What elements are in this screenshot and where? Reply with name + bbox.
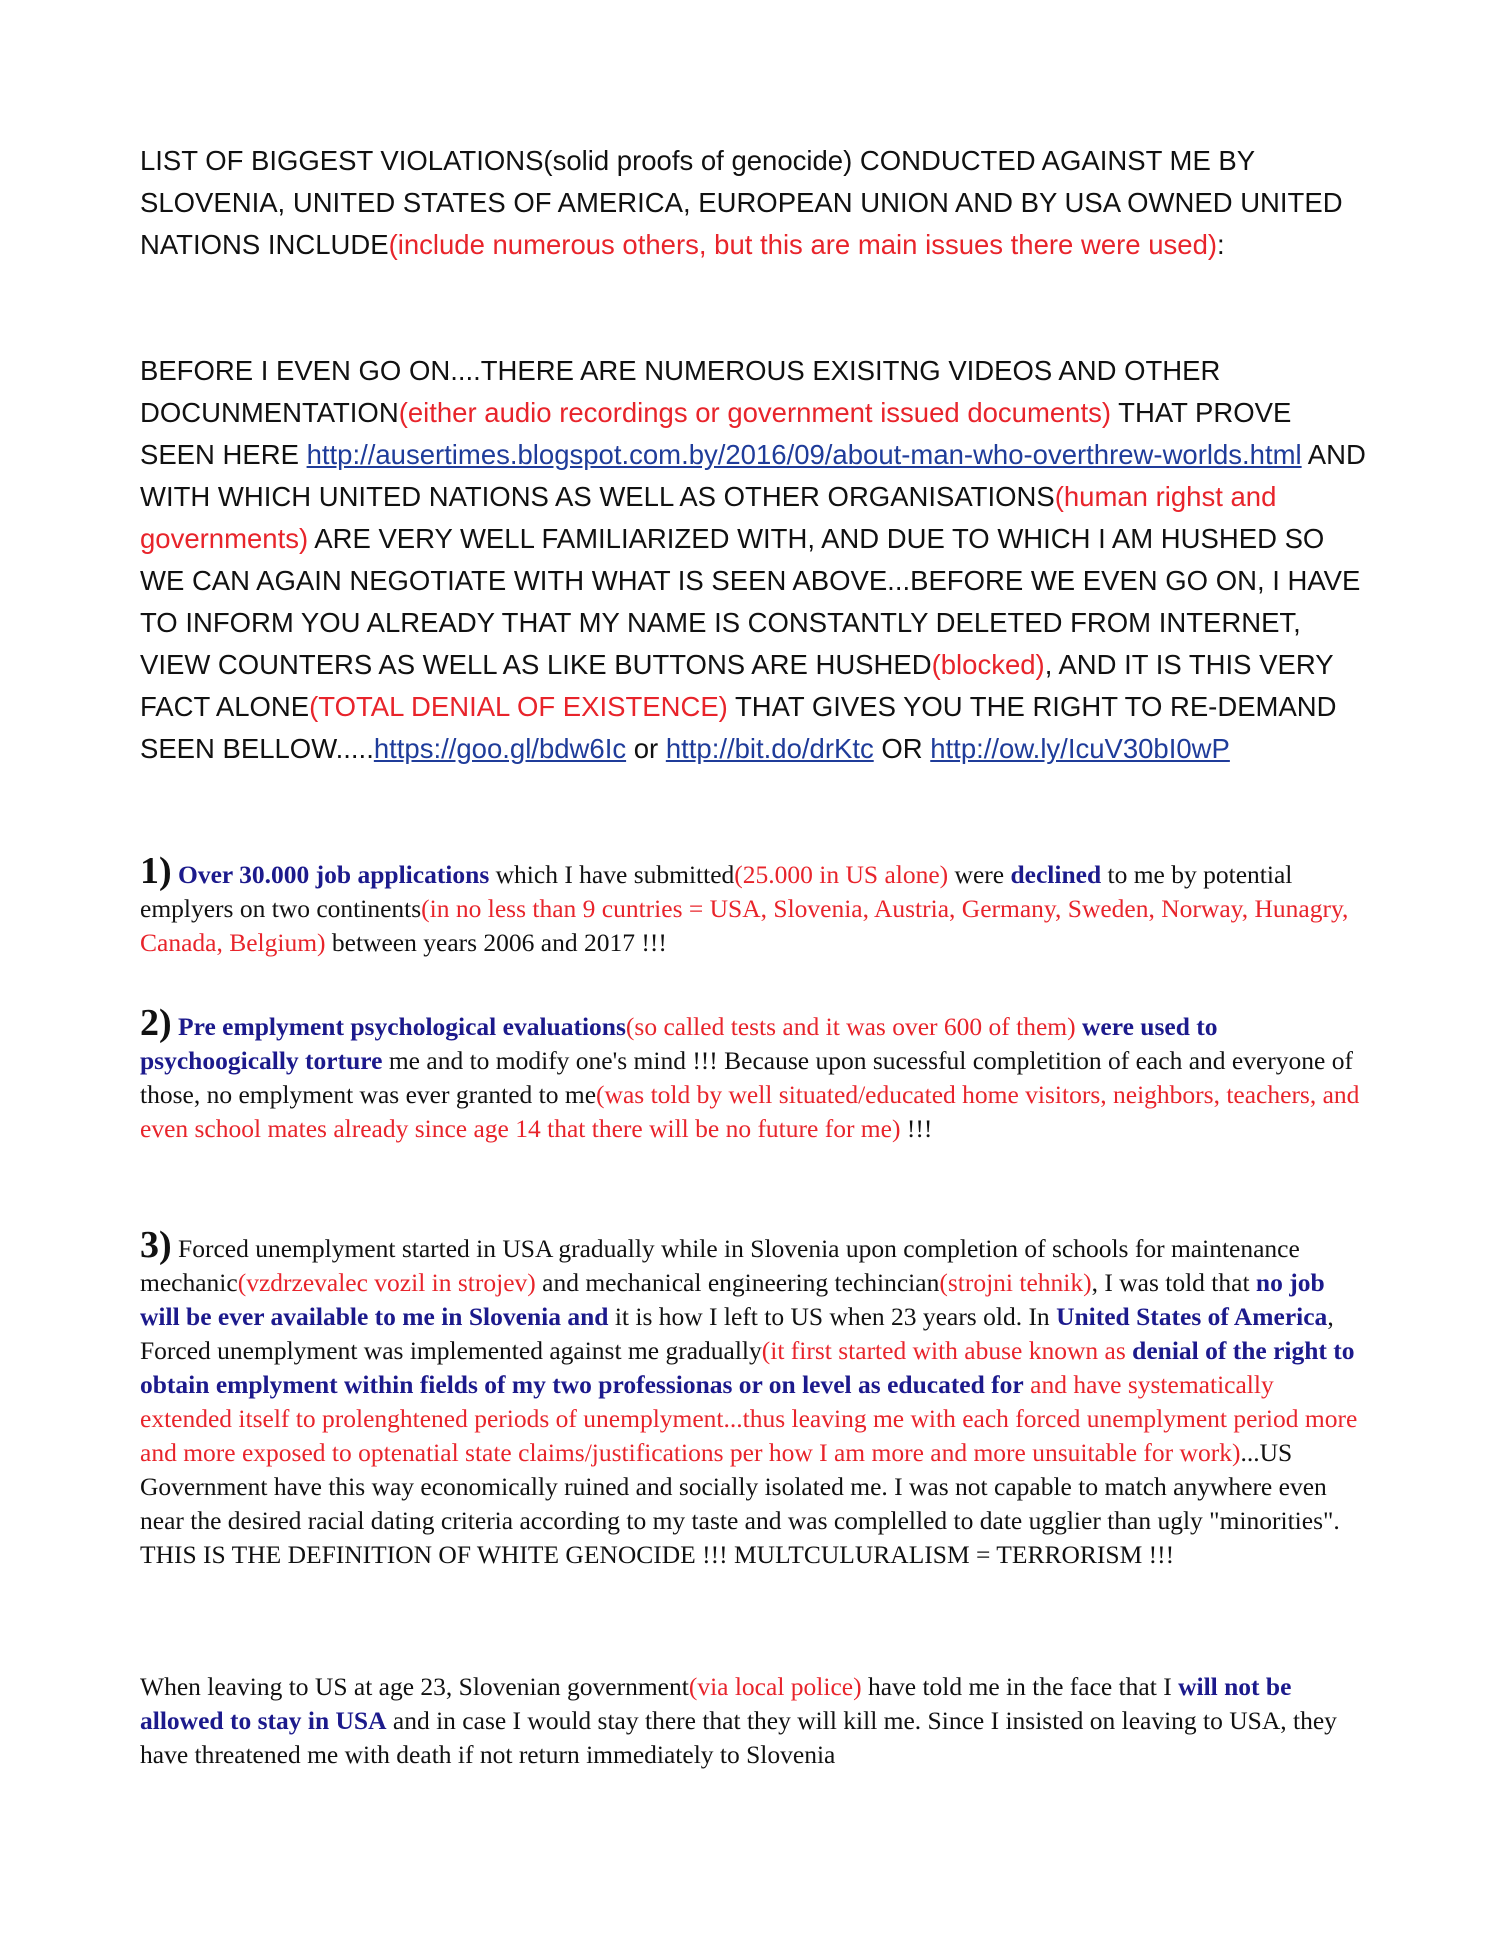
before-paragraph	[140, 350, 1370, 770]
item-1-text-2: were	[948, 860, 1011, 889]
final-bold-1: will not be allowed to stay in USA	[140, 1672, 1292, 1735]
item-1-bold-1: Over 30.000 job applications	[178, 860, 490, 889]
item-3-number: 3)	[140, 1224, 172, 1266]
goo-gl-link[interactable]: https://goo.gl/bdw6Ic	[373, 733, 627, 764]
item-3-red-4: and have systematically extended itself to prolenghtened periods of unemplyment...thus leaving me with each forced unemplyment period more and more exposed to optenatial state claims/justifications per how I am more and more unsuitable for work)	[140, 1370, 1358, 1467]
final-text-3: and in case I would stay there that they will kill me. Since I insisted on leaving to USA, they have threatened me with death if not return immediately to Slovenia	[140, 1706, 1337, 1769]
before-text-5: , AND IT IS THIS VERY FACT ALONE	[140, 649, 1334, 722]
before-red-2: (human righst and governments)	[140, 481, 1277, 554]
item-2-text-1: me and to modify one's mind !!! Because upon sucessful completition of each and everyone of those, no emplyment was ever granted to me	[140, 1046, 1353, 1109]
item-2-bold-1: Pre emplyment psychological evaluations	[178, 1012, 626, 1041]
before-text-3: AND WITH WHICH UNITED NATIONS AS WELL AS OTHER ORGANISATIONS	[140, 439, 1366, 512]
intro-red-note: (include numerous others, but this are main issues there were used)	[388, 229, 1218, 260]
blog-link[interactable]: http://ausertimes.blogspot.com.by/2016/09/about-man-who-overthrew-worlds.html	[306, 439, 1302, 470]
item-2-red-2: (was told by well situated/educated home visitors, neighbors, teachers, and even school mates already since age 14 that there will be no future for me)	[140, 1080, 1360, 1143]
item-3-red-3: (it first started with abuse known as	[761, 1336, 1133, 1365]
final-text-1: When leaving to US at age 23, Slovenian government	[140, 1672, 689, 1701]
item-2-number: 2)	[140, 1002, 172, 1044]
item-3-bold-3: denial of the right to obtain emplyment within fields of my two professionas or on level as educated for	[140, 1336, 1355, 1399]
intro-text: LIST OF BIGGEST VIOLATIONS(solid proofs of genocide) CONDUCTED AGAINST ME BY SLOVENIA, UNITED STATES OF AMERICA, EUROPEAN UNION AND BY USA OWNED UNITED NATIONS INCLUDE	[140, 145, 1343, 260]
item-1-bold-2: declined	[1010, 860, 1102, 889]
item-1-number: 1)	[140, 850, 172, 892]
intro-paragraph	[140, 140, 1370, 266]
item-1-text-1: which I have submitted	[489, 860, 735, 889]
item-3-bold-1: no job will be ever available to me in Slovenia and	[140, 1268, 1325, 1331]
intro-colon: :	[1217, 229, 1225, 260]
item-1-text-4: between years 2006 and 2017 !!!	[325, 928, 667, 957]
item-3-red-1: (vzdrzevalec vozil in strojev)	[237, 1268, 536, 1297]
item-3-text-1: Forced unemplyment started in USA gradually while in Slovenia upon completion of schools for maintenance mechanic	[140, 1234, 1300, 1297]
item-3-text-4: it is how I left to US when 23 years old. In	[608, 1302, 1057, 1331]
item-2-paragraph	[140, 1002, 1370, 1146]
item-3-paragraph	[140, 1224, 1370, 1572]
before-text-1: BEFORE I EVEN GO ON....THERE ARE NUMEROUS EXISITNG VIDEOS AND OTHER DOCUNMENTATION	[140, 355, 1221, 428]
item-3-text-6: ...US Government have this way economically ruined and socially isolated me. I was not capable to match anywhere even near the desired racial dating criteria according to my taste and was complelled to date ugglier than ugly "minorities". THIS IS THE DEFINITION OF WHITE GENOCIDE !!! MULTCULURALISM = TERRORISM !!!	[140, 1438, 1340, 1569]
item-1-text-3: to me by potential emplyers on two continents	[140, 860, 1293, 923]
item-2-text-2: !!!	[900, 1114, 933, 1143]
item-2-bold-2: were used to psychoogically torture	[140, 1012, 1218, 1075]
before-text-6: THAT GIVES YOU THE RIGHT TO RE-DEMAND SEEN BELLOW.....	[140, 691, 1337, 764]
item-3-text-5: , Forced unemplyment was implemented against me gradually	[140, 1302, 1334, 1365]
final-red-1: (via local police)	[688, 1672, 862, 1701]
item-3-bold-2: United States of America	[1056, 1302, 1328, 1331]
before-text-2: THAT PROVE SEEN HERE	[140, 397, 1292, 470]
final-text-2: have told me in the face that I	[861, 1672, 1179, 1701]
before-text-8: OR	[873, 733, 931, 764]
before-red-1: (either audio recordings or government issued documents)	[398, 397, 1112, 428]
before-text-4: ARE VERY WELL FAMILIARIZED WITH, AND DUE TO WHICH I AM HUSHED SO WE CAN AGAIN NEGOTIATE WITH WHAT IS SEEN ABOVE...BEFORE WE EVEN GO ON, I HAVE TO INFORM YOU ALREADY THAT MY NAME IS CONSTANTLY DELETED FROM INTERNET, VIEW COUNTERS AS WELL AS LIKE BUTTONS ARE HUSHED	[140, 523, 1361, 680]
bit-do-link[interactable]: http://bit.do/drKtc	[665, 733, 874, 764]
before-red-3: (blocked)	[931, 649, 1045, 680]
final-paragraph	[140, 1670, 1370, 1772]
ow-ly-link[interactable]: http://ow.ly/IcuV30bI0wP	[930, 733, 1230, 764]
item-1-paragraph	[140, 850, 1370, 960]
item-3-text-3: , I was told that	[1091, 1268, 1256, 1297]
item-1-red-2: (in no less than 9 cuntries = USA, Slovenia, Austria, Germany, Sweden, Norway, Hunagry, Canada, Belgium)	[140, 894, 1349, 957]
before-red-4: (TOTAL DENIAL OF EXISTENCE)	[309, 691, 728, 722]
item-2-red-1: (so called tests and it was over 600 of them)	[625, 1012, 1076, 1041]
item-3-red-2: (strojni tehnik)	[939, 1268, 1092, 1297]
before-text-7: or	[626, 733, 666, 764]
item-3-text-2: and mechanical engineering techincian	[535, 1268, 940, 1297]
item-1-red-1: (25.000 in US alone)	[734, 860, 949, 889]
